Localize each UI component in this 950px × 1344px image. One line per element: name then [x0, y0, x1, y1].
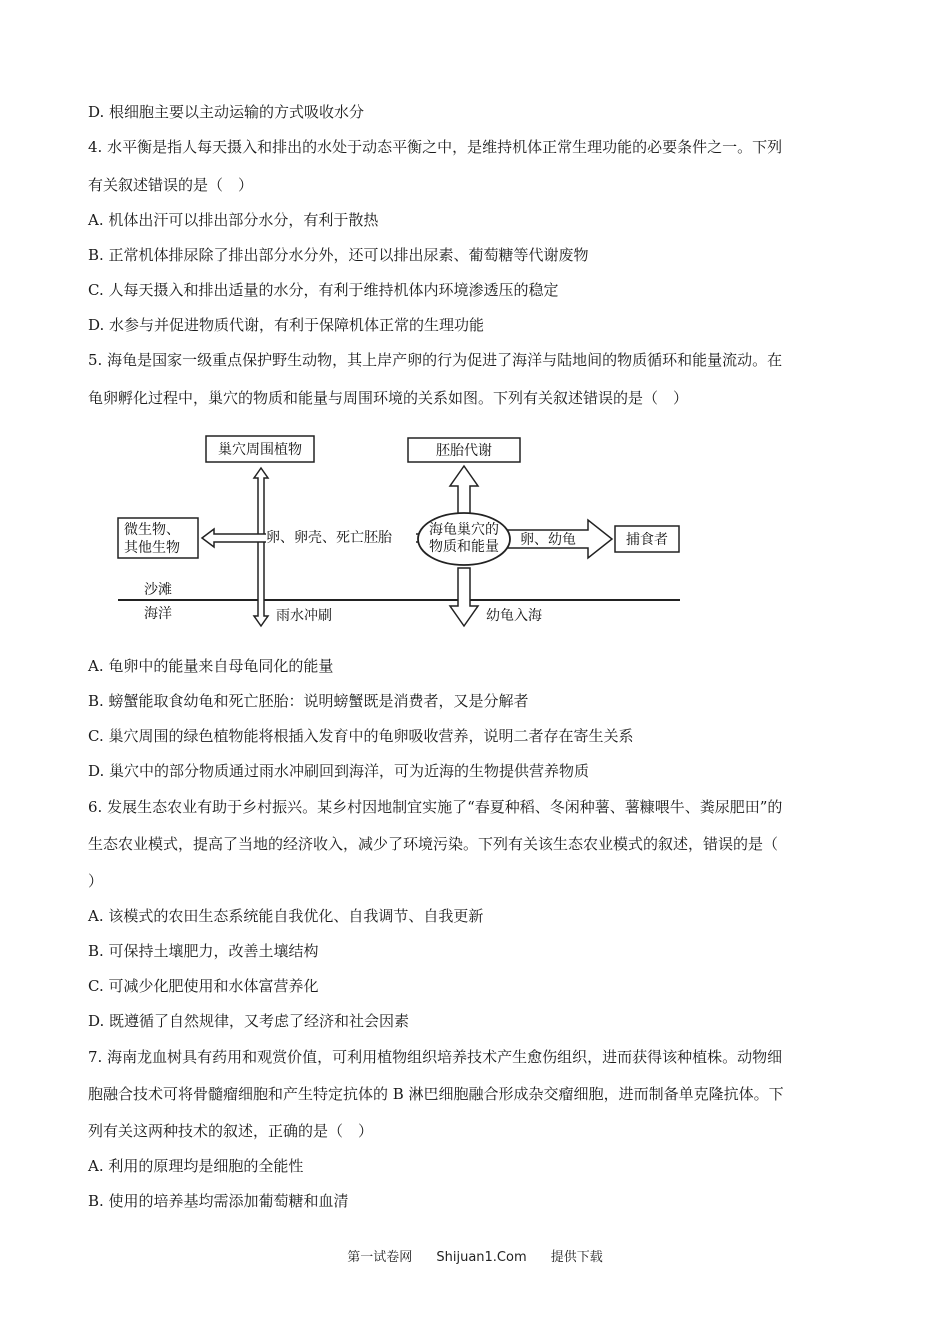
q6-option-b: B. 可保持土壤肥力，改善土壤结构: [88, 942, 319, 960]
q7-option-b: B. 使用的培养基均需添加葡萄糖和血清: [88, 1192, 349, 1210]
q4-option-c: C. 人每天摄入和排出适量的水分，有利于维持机体内环境渗透压的稳定: [88, 281, 559, 299]
page-footer: [0, 1246, 950, 1265]
footer-domain[interactable]: Shijuan1.Com: [436, 1250, 527, 1265]
q6-option-a: A. 该模式的农田生态系统能自我优化、自我调节、自我更新: [88, 907, 484, 925]
q4-stem-line1: 4. 水平衡是指人每天摄入和排出的水处于动态平衡之中，是维持机体正常生理功能的必要条件之一。下列: [88, 138, 783, 156]
arrow-up-embryo: [450, 466, 478, 518]
q5-option-c: C. 巢穴周围的绿色植物能将根插入发育中的龟卵吸收营养，说明二者存在寄生关系: [88, 727, 634, 745]
q4-option-b: B. 正常机体排尿除了排出部分水分外，还可以排出尿素、葡萄糖等代谢废物: [88, 246, 589, 264]
q5-option-d: D. 巢穴中的部分物质通过雨水冲刷回到海洋，可为近海的生物提供营养物质: [88, 762, 590, 780]
microbes-label-1: 微生物、: [124, 522, 180, 538]
q7-stem-line2: 胞融合技术可将骨髓瘤细胞和产生特定抗体的 B 淋巴细胞融合形成杂交瘤细胞，进而制备单克隆抗体。下: [88, 1085, 784, 1103]
q6-option-d: D. 既遵循了自然规律，又考虑了经济和社会因素: [88, 1012, 410, 1030]
q5-stem-line1: 5. 海龟是国家一级重点保护野生动物，其上岸产卵的行为促进了海洋与陆地间的物质循环和能量流动。在: [88, 351, 783, 369]
q5-option-b: B. 螃蟹能取食幼龟和死亡胚胎：说明螃蟹既是消费者，又是分解者: [88, 692, 529, 710]
ocean-label: 海洋: [144, 606, 172, 622]
q6-option-c: C. 可减少化肥使用和水体富营养化: [88, 977, 319, 995]
q3-option-d: D. 根细胞主要以主动运输的方式吸收水分: [88, 103, 365, 121]
embryo-label: 胚胎代谢: [436, 443, 492, 459]
arrow-down-sea: [450, 568, 478, 626]
flow-right-label: 卵、幼龟: [520, 532, 576, 548]
flow-left-label: 卵、卵壳、死亡胚胎: [266, 530, 392, 546]
turtle-nest-diagram: [110, 428, 690, 638]
q6-stem-line1: 6. 发展生态农业有助于乡村振兴。某乡村因地制宜实施了“春夏种稻、冬闲种薯、薯糠喂牛、粪尿肥田”的: [88, 798, 783, 816]
predator-label: 捕食者: [626, 532, 668, 548]
q4-option-a: A. 机体出汗可以排出部分水分，有利于散热: [88, 211, 379, 229]
sea-label: 幼龟入海: [486, 608, 542, 624]
footer-site: 第一试卷网: [347, 1250, 413, 1265]
plants-label: 巢穴周围植物: [218, 442, 302, 458]
q4-stem-line2: 有关叙述错误的是（ ）: [88, 176, 254, 194]
center-label-1: 海龟巢穴的: [429, 522, 499, 538]
beach-label: 沙滩: [144, 582, 172, 598]
q4-option-d: D. 水参与并促进物质代谢，有利于保障机体正常的生理功能: [88, 316, 485, 334]
q7-stem-line3: 列有关这两种技术的叙述，正确的是（ ）: [88, 1122, 374, 1140]
q6-stem-line2: 生态农业模式，提高了当地的经济收入，减少了环境污染。下列有关该生态农业模式的叙述，错误的是（: [88, 835, 779, 853]
center-label-2: 物质和能量: [429, 539, 499, 555]
footer-note: 提供下载: [550, 1250, 603, 1265]
rain-label: 雨水冲刷: [276, 608, 332, 624]
q6-stem-line3: ）: [88, 872, 104, 890]
q5-option-a: A. 龟卵中的能量来自母龟同化的能量: [88, 657, 334, 675]
q7-stem-line1: 7. 海南龙血树具有药用和观赏价值，可利用植物组织培养技术产生愈伤组织，进而获得该种植株。动物细: [88, 1048, 783, 1066]
diagram-svg: [110, 428, 690, 638]
vertical-arrow-left: [254, 468, 268, 626]
q7-option-a: A. 利用的原理均是细胞的全能性: [88, 1157, 304, 1175]
microbes-label-2: 其他生物: [124, 540, 180, 556]
q5-stem-line2: 龟卵孵化过程中，巢穴的物质和能量与周围环境的关系如图。下列有关叙述错误的是（ ）: [88, 389, 689, 407]
